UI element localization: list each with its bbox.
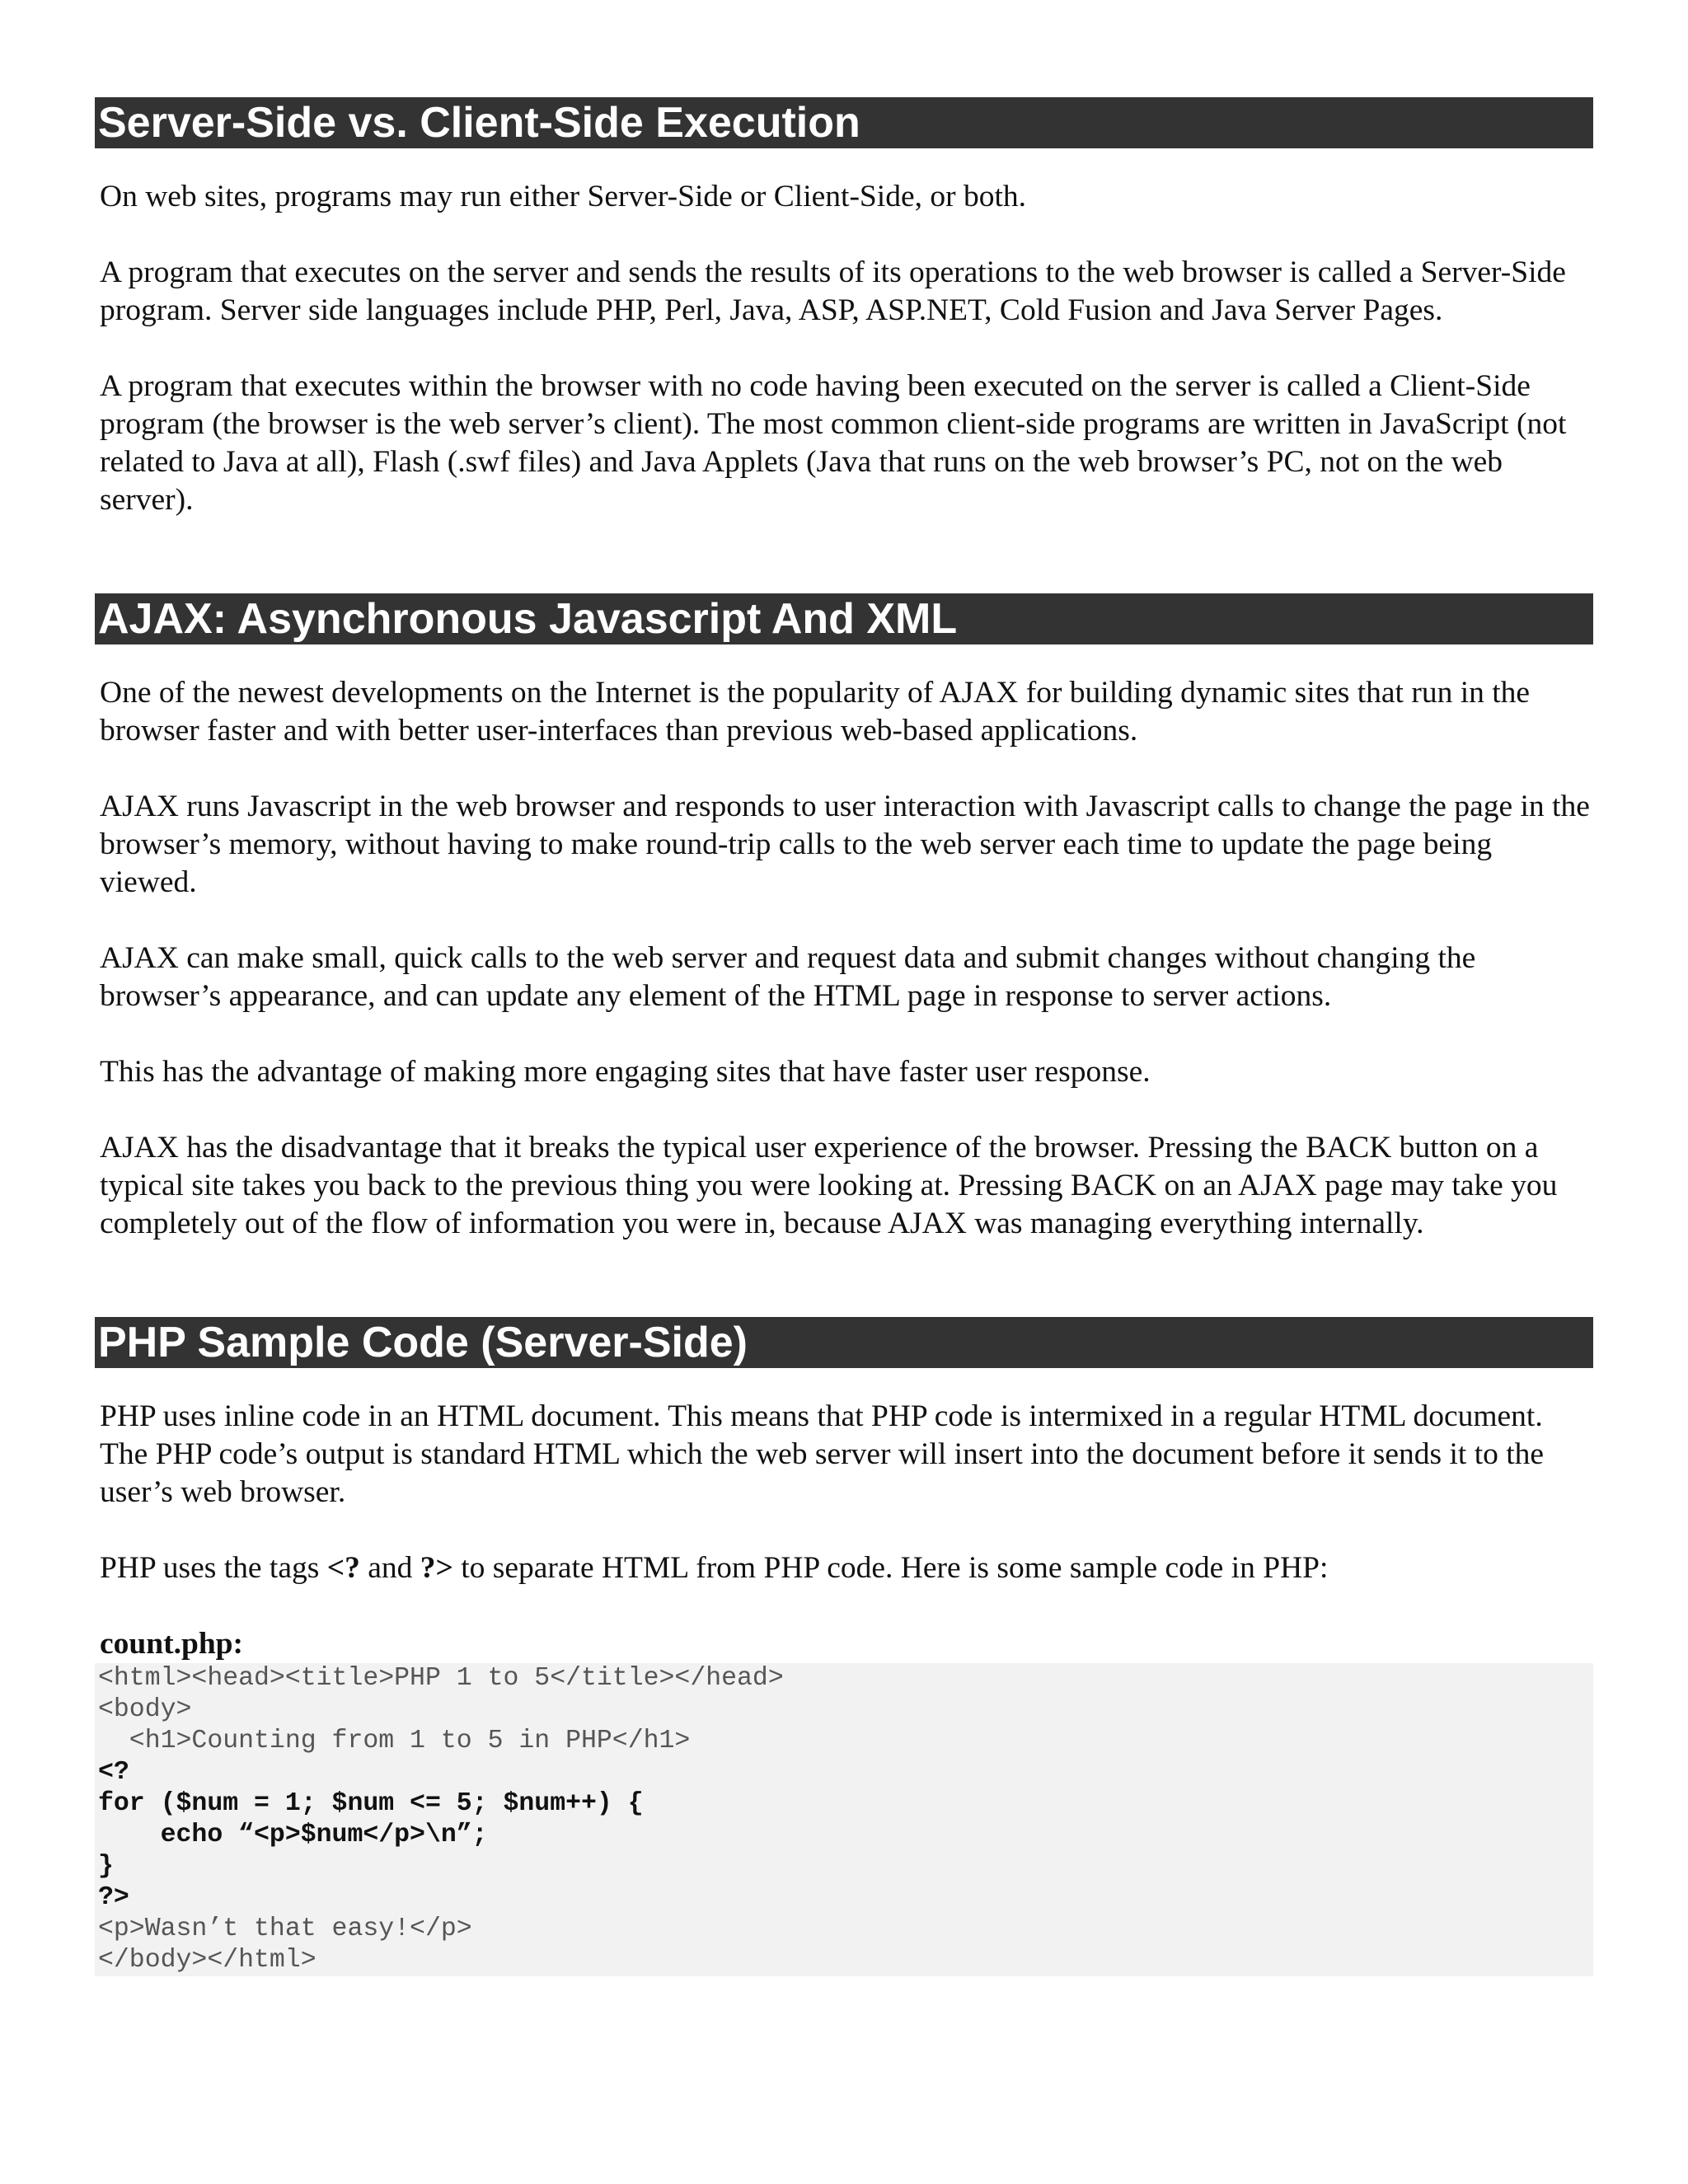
code-line: <p>Wasn’t that easy!</p> <box>98 1915 472 1943</box>
section-heading-ajax: AJAX: Asynchronous Javascript And XML <box>95 593 1593 644</box>
code-line: ?> <box>98 1883 129 1912</box>
section-heading-execution: Server-Side vs. Client-Side Execution <box>95 97 1593 148</box>
paragraph: AJAX has the disadvantage that it breaks the typical user experience of the browser. Pressing the BACK button on a typical site takes you back to the previous thing you were looking at. Pressing BACK on an AJAX page may take you completely out of the flow of information you were in, because AJAX was managing everything internally. <box>100 1131 1558 1240</box>
paragraph: One of the newest developments on the Internet is the popularity of AJAX for building dynamic sites that run in the browser faster and with better user-interfaces than previous web-based applications. <box>100 676 1531 748</box>
paragraph: AJAX can make small, quick calls to the web server and request data and submit changes without changing the browser’s appearance, and can update any element of the HTML page in response to server actions. <box>100 941 1476 1013</box>
text-run: to separate HTML from PHP code. Here is some sample code in PHP: <box>452 1551 1329 1585</box>
section-heading-php: PHP Sample Code (Server-Side) <box>95 1317 1593 1368</box>
php-open-tag: <? <box>326 1551 360 1585</box>
paragraph: On web sites, programs may run either Server-Side or Client-Side, or both. <box>100 180 1027 213</box>
code-line: <? <box>98 1758 129 1787</box>
paragraph: A program that executes on the server and sends the results of its operations to the web browser is called a Server-Side program. Server side languages include PHP, Perl, Java, ASP, ASP.NET, Cold Fusion and Java Server Pages. <box>100 255 1566 327</box>
paragraph: AJAX runs Javascript in the web browser and responds to user interaction with Javascript calls to change the page in the browser’s memory, without having to make round-trip calls to the web server each time to update the page being viewed. <box>100 790 1590 899</box>
paragraph: A program that executes within the browser with no code having been executed on the server is called a Client-Side program (the browser is the web server’s client). The most common client-side programs are written in JavaScript (not related to Java at all), Flash (.swf files) and Java Applets (Java that runs on the web browser’s PC, not on the web server). <box>100 369 1567 517</box>
code-line: for ($num = 1; $num <= 5; $num++) { <box>98 1789 644 1818</box>
code-line: </body></html> <box>98 1946 316 1975</box>
code-line: } <box>98 1852 114 1881</box>
text-run: PHP uses the tags <box>100 1551 327 1585</box>
document-page <box>95 97 1593 1976</box>
paragraph: This has the advantage of making more engaging sites that have faster user response. <box>100 1055 1151 1089</box>
code-line: echo “<p>$num</p>\n”; <box>98 1821 488 1849</box>
code-line: <html><head><title>PHP 1 to 5</title></head> <box>98 1664 784 1693</box>
code-line: <h1>Counting from 1 to 5 in PHP</h1> <box>98 1727 691 1755</box>
paragraph: PHP uses inline code in an HTML document. This means that PHP code is intermixed in a regular HTML document. The PHP code’s output is standard HTML which the web server will insert into the document before it sends it to the user’s web browser. <box>100 1399 1545 1509</box>
text-run: and <box>359 1551 420 1585</box>
code-block <box>95 1663 1593 1976</box>
code-line: <body> <box>98 1695 192 1724</box>
code-filename: count.php: <box>100 1627 244 1661</box>
php-tags-paragraph <box>100 1549 1595 1587</box>
php-close-tag: ?> <box>420 1551 453 1585</box>
